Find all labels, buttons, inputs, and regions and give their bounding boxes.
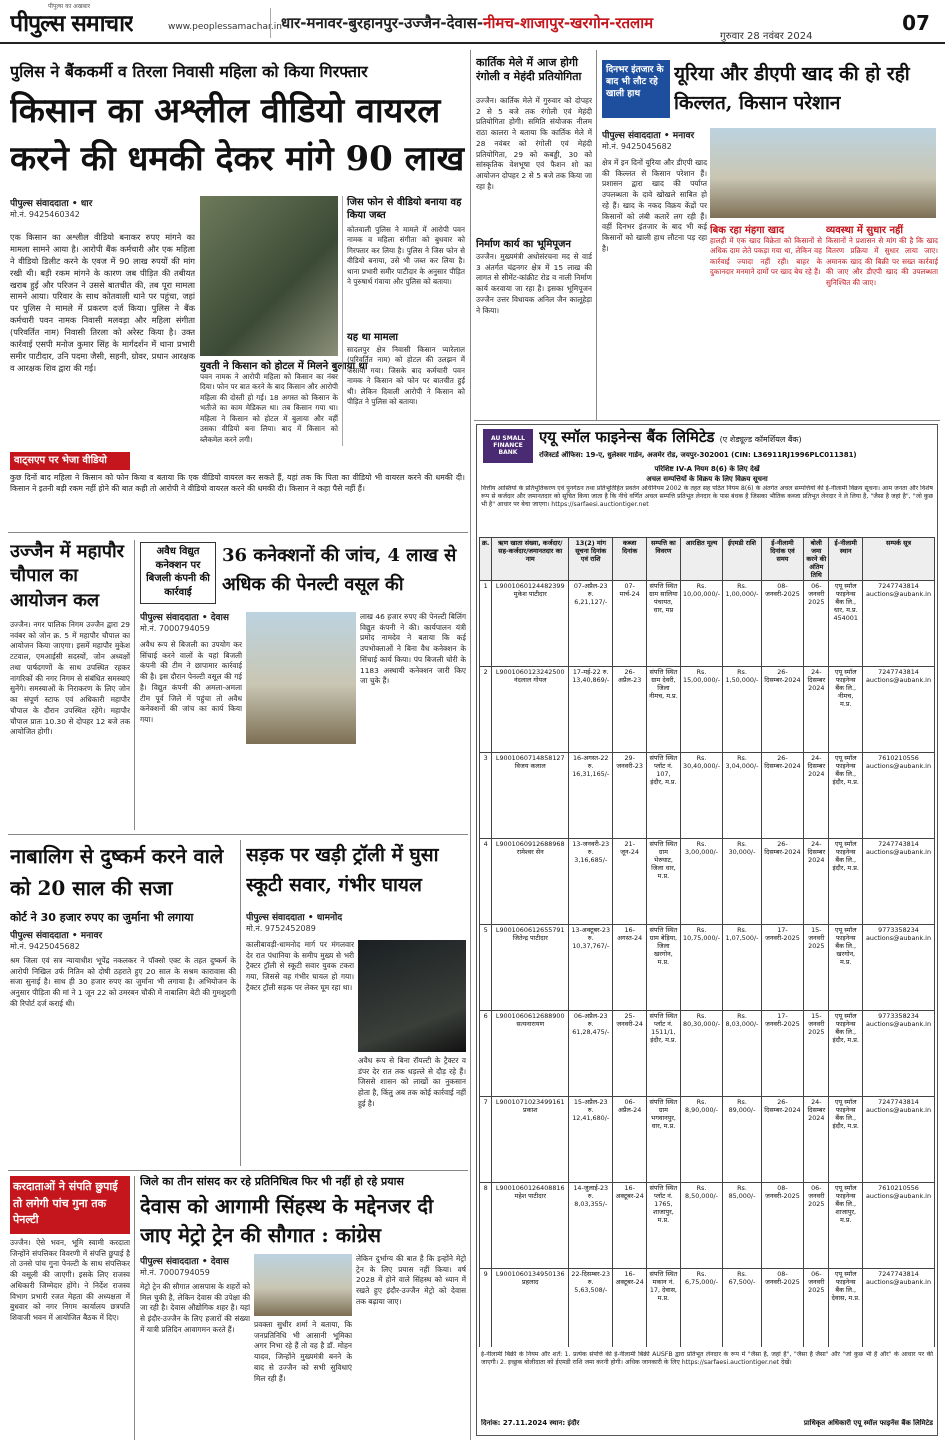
table-cell: 16-अक्टूबर-24: [613, 1269, 647, 1348]
scooty-body2: अवैध रूप से बिना रॉयल्टी के ट्रैक्टर व डंपर देर रात तक धड़ल्ले से दौड़ रहे हैं। जिससे शासन को लाखों का नुकसान होता है, किंतु अब तक कोई कार्रवाई नहीं हुई है।: [358, 1056, 466, 1108]
table-cell: संपत्ति स्थित ग्राम भगवानपुर, धार, म.प्र.: [647, 1097, 681, 1183]
table-cell: 1: [480, 581, 492, 667]
au-table-header-cell: ईएमडी राशि: [723, 538, 761, 581]
table-cell: Rs. 8,03,000/-: [723, 1011, 761, 1097]
metro-byline-block: पीपुल्स संवाददाता • देवास मो.नं. 7000794059: [140, 1257, 229, 1277]
table-row: [480, 667, 935, 753]
table-cell: Rs. 1,50,000/-: [723, 667, 761, 753]
table-cell: संपत्ति स्थित ग्राम बेड़िया, जिला खरगोन, म.प्र.: [647, 925, 681, 1011]
table-cell: एयू स्मॉल फाइनेन्स बैंक लि., शाजापुर, म.प्र.: [829, 1183, 863, 1269]
table-cell: L9001071023499161 प्रकाश: [492, 1097, 569, 1183]
metro-body3: लेकिन दुर्भाग्य की बात है कि इन्होंने मेट्रो ट्रेन के लिए प्रयास नहीं किया। वर्ष 2028 में होने वाले सिंहस्थ को ध्यान में रखते हुए इंदौर-उज्जैन मेट्रो को देवास तक बढ़ाया जाए।: [356, 1254, 466, 1306]
mahapaur-body: उज्जैन। नगर पालिक निगम उज्जैन द्वारा 29 नवंबर को जोन क्र. 5 में महापौर चौपाल का आयोजन किया जाएगा। इसमें महापौर मुकेश टटवाल, एमआईसी सदस्यों, जोन अध्यक्षों तथा पार्षदगणों के साथ उपस्थित रहकर नागरिकों की नगर निगम से संबंधित समस्याएं सुनेंगे। समस्याओं के निराकरण के लिए जोन का संपूर्ण स्टाफ एवं अधिकारी महापौर चौपाल के दौरान उपस्थित रहेंगे। महापौर चौपाल प्रातः 10.30 से दोपहर 12 बजे तक आयोजित होगी।: [10, 620, 130, 737]
story1-kicker: पुलिस ने बैंककर्मी व तिरला निवासी महिला को किया गिरफ्तार: [10, 62, 368, 81]
story1-byline-block: [10, 196, 195, 232]
table-cell: एयू स्मॉल फाइनेन्स बैंक लि., इंदौर, म.प्र.: [829, 1011, 863, 1097]
bijli-body: अवैध रूप से बिजली का उपयोग कर सिंचाई करने वालों के यहां बिजली कंपनी की टीम ने छापामार कार्रवाई की है। इस दौरान पेनल्टी वसूल की गई है। विद्युत कंपनी की अमला-अमला टीम पूर्व जिले में पहुंचा तो अवैध कनेक्शनों की जांच का कार्य किया गया।: [140, 640, 242, 725]
table-cell: 6: [480, 1011, 492, 1097]
table-cell: संपत्ति स्थित मकान नं. 17, देवास, म.प्र.: [647, 1269, 681, 1348]
cities-red: नीमच-शाजापुर-खरगोन-रतलाम: [483, 14, 654, 32]
table-cell: Rs. 1,07,500/-: [723, 925, 761, 1011]
table-cell: Rs. 85,000/-: [723, 1183, 761, 1269]
table-cell: Rs. 8,50,000/-: [680, 1183, 723, 1269]
urea-caption1: बिक रहा मंहगा खाद हालही में एक खाद विक्रेता को किसानों से अधिक दाम लेते पकड़ा गया था, लेकिन वह कार्रवाई ज्यादा नहीं रही। बाहर के दुकानदार मनमाने दामों पर खाद बेच रहे हैं।: [710, 225, 822, 277]
table-cell: 24-दिसम्बर 2024: [804, 839, 829, 925]
au-bank-title: एयू स्मॉल फाइनेन्स बैंक लिमिटेड (ए शेड्यूल्ड कॉमर्शियल बैंक): [539, 428, 802, 446]
table-cell: 16-अगस्त-24: [613, 925, 647, 1011]
scooty-body: कालीबावड़ी-धामनोद मार्ग पर मंगलवार देर रात पंधानिया के समीप मुख्य से भरी ट्रैक्टर ट्रॉली से स्कूटी सवार युवक टकरा गया, जिससे वह गंभीर घायल हो गया। ट्रैक्टर ट्रॉली सड़क पर लेकर घूम रहा था।: [246, 940, 354, 992]
table-cell: 7: [480, 1097, 492, 1183]
court-byline-block: पीपुल्स संवाददाता • मनावर मो.नं. 9425045682: [10, 931, 103, 951]
table-cell: 24-दिसम्बर 2024: [804, 1097, 829, 1183]
au-table-header-cell: ऋण खाता संख्या, कर्जदार/सह-कर्जदार/जमानतदार का नाम: [492, 538, 569, 581]
fair-sub-body: उज्जैन। मुख्यमंत्री अधोसंरचना मद से वार्ड 3 अंतर्गत चंद्रनगर क्षेत्र में 15 लाख की लागत से सीमेंट-कांक्रीट रोड व नाली निर्माण कार्य करवाया जा रहा है। इसका भूमिपूजन उज्जैन उत्तर विधायक अनिल जैन कालूहेड़ा ने किया।: [476, 252, 592, 315]
story1-red-box: वाट्सएप पर भेजा वीडियो: [10, 452, 130, 470]
guna-body: उज्जैन। ऐसे भवन, भूमि स्वामी करदाता जिन्होंने संपत्तिकर विवरणी में संपत्ति छुपाई है तो उनसे पांच गुना पेनल्टी के साथ संपत्तिकर की वसूली की जाएगी। इसके लिए राजस्व अधिकारी जिम्मेदार होंगे। ने निर्देश राजस्व विभाग प्रभारी रजत मेहता की अध्यक्षता में बुधवार को नगर निगम कार्यालय छत्रपति शिवाजी भवन में आयोजित बैठक में दिए।: [10, 1238, 130, 1323]
table-cell: 24-दिसम्बर 2024: [804, 667, 829, 753]
au-bank-notice: [476, 424, 938, 1436]
table-cell: Rs. 67,500/-: [723, 1269, 761, 1348]
au-date-place: दिनांक: 27.11.2024 स्थान: इंदौर: [481, 1419, 580, 1427]
table-cell: एयू स्मॉल फाइनेन्स बैंक लि., देवास, म.प्र.: [829, 1269, 863, 1348]
table-row: [480, 1011, 935, 1097]
fair-body: उज्जैन। कार्तिक मेले में गुरुवार को दोपहर 2 से 5 बजे तक रंगोली एवं मेहंदी प्रतियोगिता होगी। समिति संयोजक नीलम राठा कालरा ने बताया कि कार्तिक मेले में 28 नवंबर को रंगोली एवं मेहंदी प्रतियोगिता, 29 को कबड्डी, 30 को सांस्कृतिक वेशभूषा एवं फैशन शो का आयोजन दोपहर 2 से 5 बजे तक किया जा रहा है।: [476, 96, 592, 191]
table-cell: 08-जनवरी-2025: [761, 1269, 803, 1348]
table-cell: 26-दिसम्बर-2024: [761, 839, 803, 925]
urea-body: क्षेत्र में इन दिनों यूरिया और डीएपी खाद की किल्लत से किसान परेशान हैं। प्रशासन द्वारा खाद की पर्याप्त उपलब्धता के दावे खोखले साबित हो रहे हैं। खाद के नकद विक्रय केंद्रों पर किसानों को लंबी कतारें लग रही हैं। वहीं दिनभर इंतजार के बाद भी कई किसानों को खाली हाथ लौटना पड़ रहा है।: [602, 158, 707, 253]
table-row: [480, 839, 935, 925]
court-headline: नाबालिग से दुष्कर्म करने वाले को 20 साल की सजा: [10, 844, 224, 900]
metro-headline: देवास को आगामी सिंहस्थ के मद्देनजर दी जाए मेट्रो ट्रेन की सौगात : कांग्रेस: [140, 1194, 434, 1247]
table-cell: Rs. 3,00,000/-: [680, 839, 723, 925]
metro-body2: प्रवक्ता सुधीर शर्मा ने बताया, कि जनप्रतिनिधि भी आसानी भूमिका अगर निभा रहे हैं तो वह है डॉ. मोहन यादव, जिन्होंने मुख्यमंत्री बनने के बाद से उज्जैन को सभी सुविधाएं मिल रही हैं।: [254, 1320, 352, 1383]
table-cell: 15-जनवरी 2025: [804, 925, 829, 1011]
table-cell: 8: [480, 1183, 492, 1269]
table-row: [480, 1183, 935, 1269]
table-cell: 7247743814 auctions@aubank.in: [863, 1269, 935, 1348]
table-cell: 17-जनवरी-2025: [761, 925, 803, 1011]
table-cell: 7247743814 auctions@aubank.in: [863, 1097, 935, 1183]
table-cell: 7610210556 auctions@aubank.in: [863, 753, 935, 839]
table-cell: 3: [480, 753, 492, 839]
bijli-body2: लाख 46 हजार रुपए की पेनल्टी बिलिंग विद्युत कंपनी ने की। कार्यपालन यंत्री प्रमोद नामदेव ने बताया कि कई उपभोक्ताओं ने बिना वैध कनेक्शन के सिंचाई कार्य किया। पंप बिजली चोरी के 1183 अस्थायी कनेक्शन जारी किए जा चुके हैं।: [360, 612, 466, 686]
table-cell: संपत्ति स्थित प्लॉट नं. 107, इंदौर, म.प्र.: [647, 753, 681, 839]
table-row: [480, 1269, 935, 1348]
au-table-header-cell: सम्पत्ति का विवरण: [647, 538, 681, 581]
au-table-header-cell: कब्जा दिनांक: [613, 538, 647, 581]
au-table-header-cell: बोली जमा करने की अंतिम तिथि: [804, 538, 829, 581]
story1-body: एक किसान का अश्लील वीडियो बनाकर रुपए मांगने का मामला सामने आया है। आरोपी बैंक कर्मचारी और एक महिला ने वीडियो डिलीट करने के एवज में 90 लाख रुपयों की मांग रखी थी। बड़ी रकम मांगने के कारण जब पीड़ित की तबीयत खराब हुई और परिजन ने उससे बातचीत की, तब पूरा मामला सामने आया। परिवार के साथ कोतवाली थाने पर पहुंचा, जहां पर पुलिस ने मामले में प्रकरण दर्ज किया। पुलिस ने बैंक कर्मचारी पवन नामक निवासी मलवड़ा और महिला संगीता (परिवर्तित नाम) निवासी तिरला को अरेस्ट किया है। उक्त कार्रवाई एसपी मनोज कुमार सिंह के मार्गदर्शन में थाना प्रभारी समीर पाटीदार, उनि पदमा जैसी, सहनी, ग्रोवर, प्रधान आरक्षक व आरक्षक शिव द्वारा की गई।: [10, 232, 195, 373]
table-cell: एयू स्मॉल फाइनेन्स बैंक लि., नीमच, म.प्र.: [829, 667, 863, 753]
table-cell: 4: [480, 839, 492, 925]
table-cell: 07-अप्रैल-23 रु. 6,21,127/-: [569, 581, 613, 667]
au-table-header-cell: क्र.: [480, 538, 492, 581]
fair-sub-head: निर्माण कार्य का भूमिपूजन: [476, 239, 571, 250]
table-cell: L9001060126408816 महेश पाटीदार: [492, 1183, 569, 1269]
story1-box2-body: सादलपुर क्षेत्र निवासी किसान प्यारेलाल (परिवर्तित नाम) को होटल की उलझन में फंसाया गया। जिसके बाद कर्मचारी पवन नामक ने किसान को फोन पर बातचीत हुई थी। लेकिन दिवाली आरोपी ने किसान को पीड़ित ने पुलिस को बताया।: [347, 345, 465, 407]
story1-box-body: कोतवाली पुलिस ने मामले में आरोपी पवन नामक व महिला संगीता को बुधवार को गिरफ्तार कर लिया है। पुलिस ने जिस फोन से वीडियो बनाया, उसे भी जब्त कर लिया है। थाना प्रभारी समीर पाटीदार के अनुसार पीड़ित ने पुरुषार्थ गंवाया और पुलिस को बताया।: [347, 225, 465, 287]
court-sub: कोर्ट ने 30 हजार रुपए का जुर्माना भी लगाया: [10, 911, 194, 924]
story1-photo: [200, 196, 338, 356]
table-cell: L9001060124482399 मुकेश पाटीदार: [492, 581, 569, 667]
table-cell: L9001060123242500 नंदलाल गोयल: [492, 667, 569, 753]
table-cell: L9001060912688968 रामेश्वर सेन: [492, 839, 569, 925]
table-cell: 14-जुलाई-23 रु. 8,03,355/-: [569, 1183, 613, 1269]
table-cell: 06-अप्रैल-23 रु. 61,28,475/-: [569, 1011, 613, 1097]
bijli-headline: 36 कनेक्शनों की जांच, 4 लाख से अधिक की पेनल्टी वसूल की: [222, 545, 457, 595]
au-table-header-cell: सम्पर्क सूत्र: [863, 538, 935, 581]
au-table-header-cell: ई-नीलामी दिनांक एवं समय: [761, 538, 803, 581]
bijli-photo: [246, 612, 356, 744]
newspaper-logo: पीपुल्स समाचार: [10, 10, 133, 37]
table-cell: 17-जनवरी-2025: [761, 1011, 803, 1097]
table-cell: 07-मार्च-24: [613, 581, 647, 667]
table-cell: 7610210556 auctions@aubank.in: [863, 1183, 935, 1269]
table-cell: Rs. 8,90,000/-: [680, 1097, 723, 1183]
table-cell: 9773358234 auctions@aubank.in: [863, 925, 935, 1011]
story1-bottom-body: कुछ दिनों बाद महिला ने किसान को फोन किया व बताया कि एक वीडियो वायरल कर सकते हैं, यहां तक कि पिता का वीडियो भी वायरल करने की धमकी दी। किसान ने इतनी बड़ी रकम नहीं होने की बात कही तो आरोपी ने वीडियो वायरल करने की धमकी दी। किसान ने कहा पैसे नहीं हैं।: [10, 473, 465, 494]
au-signature: प्राधिकृत अधिकारी एयू स्मॉल फाइनेंस बैंक लिमिटेड: [803, 1419, 933, 1427]
table-cell: एयू स्मॉल फाइनेन्स बैंक लि., इंदौर, म.प्र.: [829, 753, 863, 839]
table-cell: 08-जनवरी-2025: [761, 581, 803, 667]
au-table-header-cell: ई-नीलामी स्थान: [829, 538, 863, 581]
table-cell: 15-जनवरी 2025: [804, 1011, 829, 1097]
guna-headline: करदाताओं ने संपति छुपाई तो लगेगी पांच गुना तक पेनल्टी: [10, 1176, 130, 1234]
table-cell: Rs. 30,000/-: [723, 839, 761, 925]
table-cell: 26-दिसम्बर-2024: [761, 667, 803, 753]
urea-caption2: व्यवस्था में सुधार नहीं किसानों ने प्रशासन से मांग की है कि खाद वितरण प्रक्रिया में सुधार लाया जाए। अमानक खाद की बिक्री पर सख्त कार्रवाई की जाए और डीएपी खाद की उपलब्धता सुनिश्चित की जाए।: [826, 225, 938, 287]
table-cell: एयू स्मॉल फाइनेन्स बैंक लि., धार, म.प्र. 454001: [829, 581, 863, 667]
table-cell: 06-जनवरी 2025: [804, 1183, 829, 1269]
au-intro: वित्तीय आस्तियों के प्रतिभूतिकरण एवं पुनर्गठन तथा प्रतिभूतिहित प्रवर्तन अधिनियम 2002 के तहत सह पठित नियम 8(6) के अंतर्गत अचल सम्पत्तियों की ई-नीलामी विक्रय सूचना। आम जनता और विशेष रूप से कर्जदार और जमानतदार को सूचित किया जाता है कि नीचे वर्णित अचल सम्पत्ति प्रतिभूत लेनदार के पास बंधक है जिसका भौतिक कब्जा प्रतिभूत लेनदार ने ले लिया है, "जैसा है जहां है", "जो कुछ भी है" आधार पर बेचा जाएगा। https://sarfaesi.auctiontiger.net: [481, 485, 933, 509]
table-cell: 21-जून-24: [613, 839, 647, 925]
table-cell: संपत्ति स्थित ग्राम भेरुघाट, जिला धार, म.प्र.: [647, 839, 681, 925]
au-table-header-cell: आरक्षित मूल्य: [680, 538, 723, 581]
bijli-kicker: अवैध विद्युत कनेक्शन पर बिजली कंपनी की कार्रवाई: [140, 542, 216, 604]
table-row: [480, 1097, 935, 1183]
table-cell: 29-जनवरी-23: [613, 753, 647, 839]
table-cell: 26-अप्रैल-23: [613, 667, 647, 753]
table-cell: 9: [480, 1269, 492, 1348]
story1-box-title: जिस फोन से वीडियो बनाया वह किया जब्त: [347, 197, 462, 221]
au-rule: परिशिष्ट IV-A नियम 8(6) के लिए देखें: [654, 465, 760, 473]
story1-byline: पीपुल्स संवाददाता • धार: [10, 199, 93, 209]
table-cell: L9001060612688900 सत्यनारायण: [492, 1011, 569, 1097]
table-cell: 22-दिसम्बर-23 रु. 5,63,508/-: [569, 1269, 613, 1348]
urea-byline-block: पीपुल्स संवाददाता • मनावर मो.नं. 9425045682: [602, 131, 695, 151]
metro-kicker: जिले का तीन सांसद कर रहे प्रतिनिधित्व फिर भी नहीं हो रहे प्रयास: [140, 1175, 404, 1188]
table-row: [480, 753, 935, 839]
table-cell: L9001060134950136 प्रहलाद: [492, 1269, 569, 1348]
table-cell: संपत्ति स्थित ग्राम सालिया पंचायत, धार, मप्र: [647, 581, 681, 667]
cities-black: धार-मनावर-बुरहानपुर-उज्जैन-देवास-: [281, 14, 484, 32]
scooty-photo: [358, 940, 466, 1052]
court-body: श्रम जिला एवं सत्र न्यायाधीश भूपेंद्र नकलकर ने पॉक्सो एक्ट के तहत दुष्कर्म के आरोपी निखिल उर्फ नितिन को दोषी ठहराते हुए 20 साल के सश्रम कारावास की सजा सुनाई है। साथ ही 30 हजार रुपए का जुर्माना भी लगाया है। अभियोजन के अनुसार पीड़िता की मां ने 1 जून 22 को उमरबन चौकी में नाबालिग बेटी की गुमशुदगी की रिपोर्ट दर्ज कराई थी।: [10, 956, 236, 1008]
story1-caption-body: पवन नामक ने आरोपी महिला को किसान का नंबर दिया। फोन पर बात करने के बाद किसान और आरोपी महिला की दोस्ती हो गई। 18 अगस्त को किसान के भतीजे का काम मेडिकल था। तब किसान गया था। महिला ने किसान को होटल में बुलाया और वहीं उसका वीडियो बना लिया। बाद में किसान को ब्लैकमेल करने लगी।: [200, 372, 338, 444]
au-table-wrap: [479, 537, 935, 1347]
table-cell: 06-जनवरी 2025: [804, 581, 829, 667]
table-cell: Rs. 10,75,000/-: [680, 925, 723, 1011]
table-cell: 7247743814 auctions@aubank.in: [863, 667, 935, 753]
table-cell: संपत्ति स्थित ग्राम देवरी, जिला नीमच, म.प्र.: [647, 667, 681, 753]
story1-mobile: मो.नं. 9425460342: [10, 210, 80, 219]
table-cell: Rs. 3,04,000/-: [723, 753, 761, 839]
au-auction-table: [479, 537, 935, 1347]
table-cell: Rs. 15,00,000/-: [680, 667, 723, 753]
metro-body1: मेट्रो ट्रेन की सौगात आसपास के शहरों को मिल चुकी है, लेकिन देवास की उपेक्षा की जा रही है। देवास औद्योगिक शहर है। यहां से इंदौर-उज्जैन के लिए हजारों की संख्या में यात्री प्रतिदिन आवागमन करते हैं।: [140, 1282, 250, 1334]
table-cell: 24-दिसम्बर 2024: [804, 753, 829, 839]
edition-date: गुरुवार 28 नवंबर 2024: [720, 31, 813, 42]
table-cell: 16-अक्टूबर-24: [613, 1183, 647, 1269]
au-table-body: [480, 581, 935, 1348]
urea-red-box: दिनभर इंतजार के बाद भी लौट रहे खाली हाथ: [602, 60, 670, 118]
table-cell: 26-दिसम्बर-2024: [761, 753, 803, 839]
au-table-header-cell: 13(2) मांग सूचना दिनांक एवं राशि: [569, 538, 613, 581]
table-cell: 2: [480, 667, 492, 753]
table-cell: 9773358234 auctions@aubank.in: [863, 1011, 935, 1097]
au-table-header: [480, 538, 935, 581]
table-row: [480, 581, 935, 667]
table-cell: 17-मई-22 रु. 13,40,869/-: [569, 667, 613, 753]
table-cell: L9001060612655791 जितेन्द्र पाटीदार: [492, 925, 569, 1011]
table-row: [480, 925, 935, 1011]
au-notice-title: अचल सम्पत्तियों के विक्रय के लिए विक्रय सूचना: [646, 475, 768, 483]
table-cell: एयू स्मॉल फाइनेन्स बैंक लि., इंदौर, म.प्र.: [829, 839, 863, 925]
website-url[interactable]: www.peoplessamachar.in: [168, 22, 282, 32]
table-cell: संपत्ति स्थित प्लॉट नं. 1511/1, इंदौर, म.प्र.: [647, 1011, 681, 1097]
table-cell: 15-अप्रैल-23 रु. 12,41,680/-: [569, 1097, 613, 1183]
table-cell: Rs. 30,40,000/-: [680, 753, 723, 839]
metro-photo: [254, 1254, 352, 1316]
story1-photo-caption: युवती ने किसान को होटल में मिलने बुलाया था: [200, 361, 368, 372]
table-cell: 7247743814 auctions@aubank.in: [863, 839, 935, 925]
table-cell: 06-जनवरी 2025: [804, 1269, 829, 1348]
logo-tagline: पीपुल्स का अखबार: [48, 3, 91, 10]
bijli-byline-block: पीपुल्स संवाददाता • देवास मो.नं. 7000794059: [140, 613, 229, 633]
table-cell: Rs. 1,00,000/-: [723, 581, 761, 667]
urea-headline: यूरिया और डीएपी खाद की हो रही किल्लत, किसान परेशान: [674, 63, 910, 115]
story1-box2-title: यह था मामला: [347, 332, 398, 343]
table-cell: 13-अक्टूबर-23 रु. 10,37,767/-: [569, 925, 613, 1011]
scooty-byline-block: पीपुल्स संवाददाता • धामनोद मो.नं. 9752452089: [246, 913, 343, 933]
masthead: [0, 0, 945, 44]
table-cell: एयू स्मॉल फाइनेन्स बैंक लि., इंदौर, म.प्र.: [829, 1097, 863, 1183]
au-logo: AU SMALL FINANCE BANK: [483, 429, 533, 463]
table-cell: 08-जनवरी-2025: [761, 1183, 803, 1269]
table-cell: 25-जनवरी-24: [613, 1011, 647, 1097]
au-terms: ई-नीलामी बिक्री के नियम और शर्तें: 1. प्रत्येक संपत्ति की ई-नीलामी बिक्री AUSFB द्वारा प्रतिभूत लेनदार के रूप में "जैसा है, जहां है", "जैसा है जैसा" और "जो कुछ भी है और" के आधार पर की जाएगी। 2. इच्छुक बोलीदाता को ईएमडी राशि जमा करनी होगी। अधिक जानकारी के लिए https://sarfaesi.auctiontiger.net देखें।: [481, 1351, 933, 1367]
table-cell: Rs. 89,000/-: [723, 1097, 761, 1183]
scooty-headline: सड़क पर खड़ी ट्रॉली में घुसा स्कूटी सवार, गंभीर घायल: [246, 844, 439, 897]
table-cell: संपत्ति स्थित प्लॉट नं. 1765, शाजापुर, म.प्र.: [647, 1183, 681, 1269]
table-cell: 5: [480, 925, 492, 1011]
table-cell: 13-जनवरी-23 रु. 3,16,685/-: [569, 839, 613, 925]
table-cell: 16-अगस्त-22 रु. 16,31,165/-: [569, 753, 613, 839]
au-address: रजिस्टर्ड ऑफिस: 19-ए, धुलेश्वर गार्डन, अजमेर रोड, जयपुर-302001 (CIN: L36911RJ1996PLC011381): [539, 451, 857, 459]
table-cell: Rs. 10,00,000/-: [680, 581, 723, 667]
story1-headline: किसान का अश्लील वीडियो वायरल करने की धमकी देकर मांगे 90 लाख: [10, 91, 465, 179]
mahapaur-headline: उज्जैन में महापौर चौपाल का आयोजन कल: [10, 541, 125, 611]
fair-headline: कार्तिक मेले में आज होगी रंगोली व मेहंदी प्रतियोगिता: [476, 56, 582, 84]
table-cell: Rs. 80,30,000/-: [680, 1011, 723, 1097]
page-number: 07: [902, 11, 930, 35]
story1-sidebar: [342, 196, 465, 446]
table-cell: Rs. 6,75,000/-: [680, 1269, 723, 1348]
table-cell: एयू स्मॉल फाइनेन्स बैंक लि., खरगोन, म.प्र.: [829, 925, 863, 1011]
table-cell: 7247743814 auctions@aubank.in: [863, 581, 935, 667]
table-cell: L9001060714858127 विजय कलाल: [492, 753, 569, 839]
urea-photo: [710, 128, 936, 218]
table-cell: 06-अप्रैल-24: [613, 1097, 647, 1183]
table-cell: 26-दिसम्बर-2024: [761, 1097, 803, 1183]
